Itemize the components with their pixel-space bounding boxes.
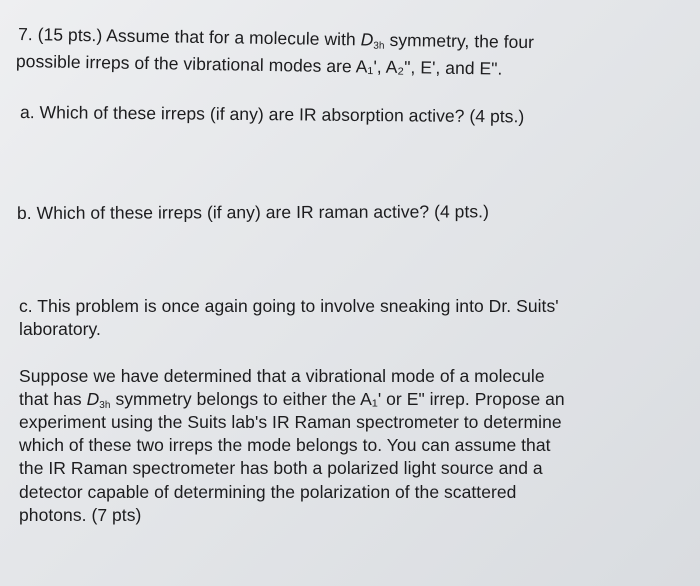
point-group-symbol-2: D [86, 389, 100, 409]
part-c-line-2: laboratory. [19, 319, 101, 339]
scenario-line-2-suffix: symmetry belongs to either the A₁' or E" irrep. Propose an [110, 389, 565, 409]
question-7-suffix: symmetry, the four [384, 29, 535, 53]
scenario-line-3: experiment using the Suits lab's IR Raman spectrometer to determine [19, 412, 562, 432]
question-7-line-2: possible irreps of the vibrational modes are A₁', A₂", E', and E". [15, 51, 503, 79]
point-group-subscript-2: 3h [99, 400, 111, 411]
question-7-prefix: 7. (15 pts.) Assume that for a molecule with [17, 24, 361, 50]
scenario-line-2-prefix: that has [19, 389, 87, 409]
point-group-subscript: 3h [373, 40, 385, 52]
scenario-line-7: photons. (7 pts) [19, 505, 142, 525]
scenario-line-6: detector capable of determining the polarization of the scattered [19, 482, 517, 502]
point-group-symbol: D [360, 29, 374, 50]
part-c-line-1: c. This problem is once again going to involve sneaking into Dr. Suits' [19, 296, 559, 316]
scenario-line-5: the IR Raman spectrometer has both a polarized light source and a [19, 458, 543, 478]
scenario-line-1: Suppose we have determined that a vibrational mode of a molecule [19, 366, 545, 386]
part-a-question: a. Which of these irreps (if any) are IR absorption active? (4 pts.) [19, 102, 525, 127]
scenario-line-4: which of these two irreps the mode belongs to. You can assume that [19, 435, 551, 455]
part-b-question: b. Which of these irreps (if any) are IR raman active? (4 pts.) [16, 201, 489, 223]
